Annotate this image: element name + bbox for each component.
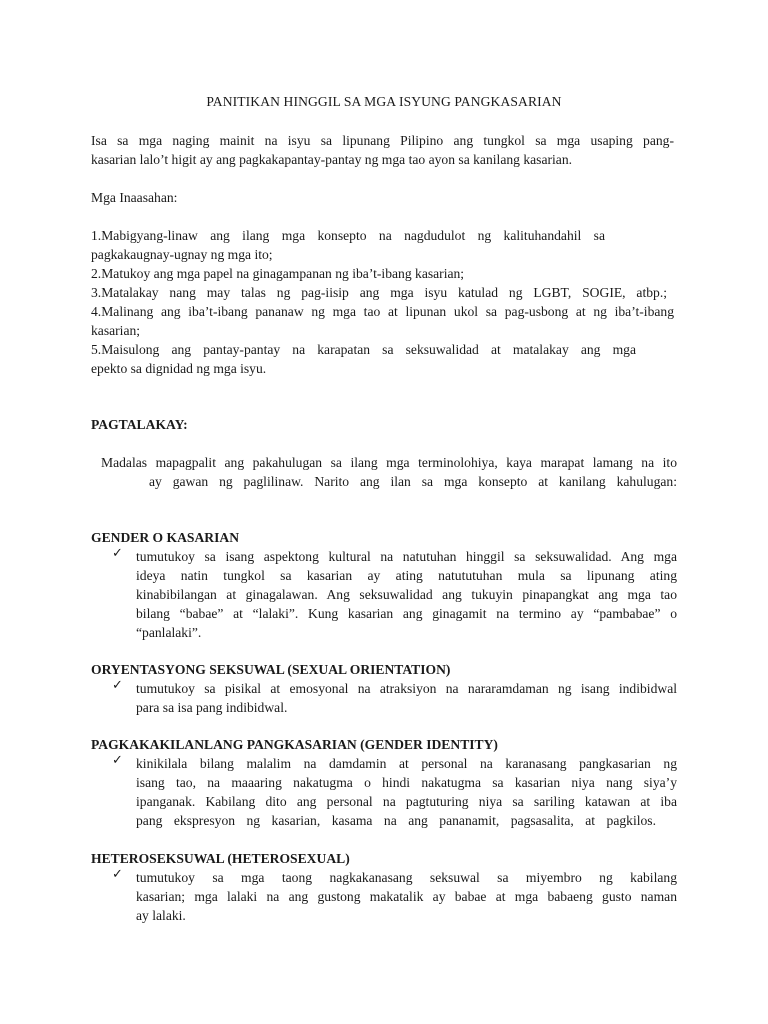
- intro-line-2: kasarian lalo’t higit ay ang pagkakapantay-pantay ng mga tao ayon sa kanilang kasarian.: [91, 152, 573, 167]
- section-line: ay lalaki.: [136, 908, 186, 923]
- section-line: kinabibilangan at ginagalawan. Ang seksuwalidad ang tukuyin pinapangkat ang mga tao: [136, 587, 677, 602]
- section-line: bilang “babae” at “lalaki”. Kung kasarian ang ginagamit na termino ay “pambabae” o: [136, 606, 677, 621]
- section-line: kasarian; mga lalaki na ang gustong makatalik ay babae at mga babaeng gusto naman: [136, 889, 677, 904]
- expectation-line: 2.Matukoy ang mga papel na ginagampanan ng iba’t-ibang kasarian;: [91, 266, 465, 281]
- expectation-line: 4.Malinang ang iba’t-ibang pananaw ng mga tao at lipunan ukol sa pag-usbong at ng iba’t-ibang: [91, 304, 674, 319]
- section-line: pang ekspresyon ng kasarian, kasama na ang pananamit, pagsasalita, at pagkilos.: [136, 813, 656, 828]
- expectation-line: 1.Mabigyang-linaw ang ilang mga konsepto na nagdudulot ng kalituhandahil sa: [91, 228, 605, 243]
- section-line: tumutukoy sa pisikal at emosyonal na atraksiyon na nararamdaman ng isang indibidwal: [136, 681, 677, 696]
- section-line: ideya natin tungkol sa kasarian ay ating natututuhan mula sa lipunang ating: [136, 568, 677, 583]
- section-heading-sexual-orientation: ORYENTASYONG SEKSUWAL (SEXUAL ORIENTATION): [91, 662, 451, 677]
- check-icon: ✓: [112, 678, 123, 693]
- expectation-line: pagkakaugnay-ugnay ng mga ito;: [91, 247, 273, 262]
- expectation-line: kasarian;: [91, 323, 141, 338]
- section-line: ipanganak. Kabilang dito ang personal na pagtuturing niya sa sariling katawan at iba: [136, 794, 677, 809]
- section-line: tumutukoy sa isang aspektong kultural na natutuhan hinggil sa seksuwalidad. Ang mga: [136, 549, 677, 564]
- discussion-intro-line-1: Madalas mapagpalit ang pakahulugan sa ilang mga terminolohiya, kaya marapat lamang na ito: [101, 455, 677, 470]
- discussion-intro-line-2: ay gawan ng paglilinaw. Narito ang ilan sa mga konsepto at kanilang kahulugan:: [149, 474, 677, 489]
- expectation-line: epekto sa dignidad ng mga isyu.: [91, 361, 267, 376]
- section-line: “panlalaki”.: [136, 625, 202, 640]
- section-line: para sa isa pang indibidwal.: [136, 700, 288, 715]
- document-title: PANITIKAN HINGGIL SA MGA ISYUNG PANGKASARIAN: [206, 94, 562, 109]
- check-icon: ✓: [112, 546, 123, 561]
- section-heading-gender-identity: PAGKAKAKILANLANG PANGKASARIAN (GENDER IDENTITY): [91, 737, 498, 752]
- expectations-heading: Mga Inaasahan:: [91, 190, 178, 205]
- section-heading-gender: GENDER O KASARIAN: [91, 530, 240, 545]
- expectation-line: 3.Matalakay nang may talas ng pag-iisip ang mga isyu katulad ng LGBT, SOGIE, atbp.;: [91, 285, 667, 300]
- intro-line-1: Isa sa mga naging mainit na isyu sa lipunang Pilipino ang tungkol sa mga usaping pang-: [91, 133, 674, 148]
- section-line: tumutukoy sa mga taong nagkakanasang seksuwal sa miyembro ng kabilang: [136, 870, 677, 885]
- section-heading-heterosexual: HETEROSEKSUWAL (HETEROSEXUAL): [91, 851, 350, 866]
- expectation-line: 5.Maisulong ang pantay-pantay na karapatan sa seksuwalidad at matalakay ang mga: [91, 342, 636, 357]
- section-line: isang tao, na maaaring nakatugma o hindi nakatugma sa kasarian niya nang siya’y: [136, 775, 677, 790]
- check-icon: ✓: [112, 867, 123, 882]
- section-line: kinikilala bilang malalim na damdamin at personal na karanasang pangkasarian ng: [136, 756, 677, 771]
- discussion-heading: PAGTALAKAY:: [91, 417, 188, 432]
- check-icon: ✓: [112, 753, 123, 768]
